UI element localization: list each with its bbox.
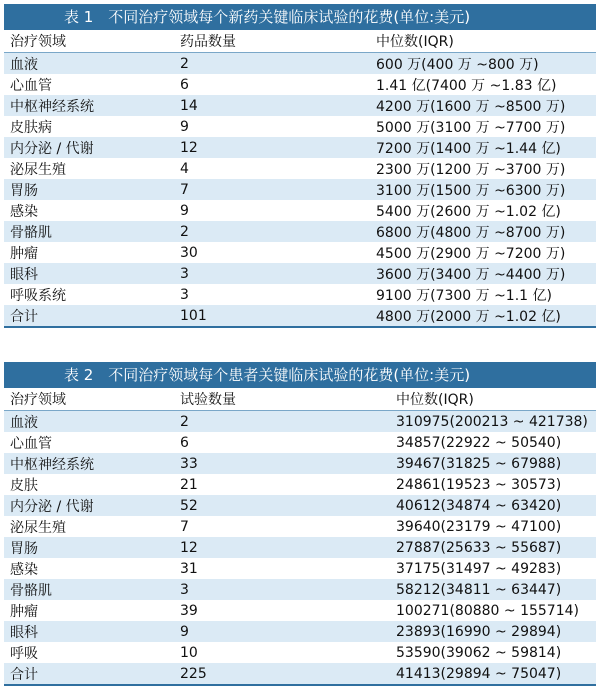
- cell-field: 内分泌 / 代谢: [10, 140, 94, 157]
- cell-field: 肿瘤: [10, 603, 38, 620]
- table-row: [4, 579, 596, 600]
- cell-count: 10: [180, 644, 198, 661]
- table-row: [4, 116, 596, 137]
- cell-median: 1.41 亿(7400 万 ~1.83 亿): [376, 77, 557, 94]
- header-median: 中位数(IQR): [376, 34, 454, 50]
- cell-count: 6: [180, 76, 189, 93]
- cell-count: 9: [180, 118, 189, 135]
- cell-count: 30: [180, 244, 198, 261]
- header-field: 治疗领域: [10, 392, 66, 408]
- table-row: [4, 558, 596, 579]
- cell-field: 胃肠: [10, 182, 38, 199]
- cell-count: 14: [180, 97, 198, 114]
- cell-field: 血液: [10, 56, 38, 73]
- table-1-header: [4, 30, 596, 53]
- cell-field: 肿瘤: [10, 245, 38, 262]
- cell-median: 23893(16990 ~ 29894): [396, 623, 562, 640]
- cell-median: 5000 万(3100 万 ~7700 万): [376, 119, 566, 136]
- table-row: [4, 53, 596, 74]
- table-row: [4, 537, 596, 558]
- cell-field: 皮肤: [10, 477, 38, 494]
- cell-count: 225: [180, 665, 207, 682]
- cell-count: 9: [180, 623, 189, 640]
- table-row: [4, 621, 596, 642]
- table-row: [4, 200, 596, 221]
- table-row: [4, 600, 596, 621]
- table-row: [4, 95, 596, 116]
- cell-field: 眼科: [10, 266, 38, 283]
- cell-median: 310975(200213 ~ 421738): [396, 413, 588, 430]
- cell-median: 34857(22922 ~ 50540): [396, 434, 562, 451]
- table-2-title: 表 2 不同治疗领域每个患者关键临床试验的花费(单位:美元): [4, 362, 596, 388]
- cell-field: 内分泌 / 代谢: [10, 498, 94, 515]
- table-1-body: [4, 53, 596, 326]
- cell-median: 4800 万(2000 万 ~1.02 亿): [376, 308, 561, 325]
- table-2-bottom-rule: [4, 684, 596, 686]
- cell-field: 呼吸: [10, 645, 38, 662]
- cell-count: 12: [180, 139, 198, 156]
- cell-field: 胃肠: [10, 540, 38, 557]
- cell-field: 合计: [10, 308, 38, 325]
- cell-field: 眼科: [10, 624, 38, 641]
- cell-median: 39467(31825 ~ 67988): [396, 455, 562, 472]
- table-row: [4, 137, 596, 158]
- cell-count: 2: [180, 223, 189, 240]
- cell-median: 2300 万(1200 万 ~3700 万): [376, 161, 566, 178]
- cell-field: 骨骼肌: [10, 224, 52, 241]
- cell-median: 5400 万(2600 万 ~1.02 亿): [376, 203, 561, 220]
- table-row: [4, 663, 596, 684]
- cell-count: 3: [180, 286, 189, 303]
- cell-field: 合计: [10, 666, 38, 683]
- cell-field: 泌尿生殖: [10, 161, 66, 178]
- cell-count: 33: [180, 455, 198, 472]
- cell-median: 6800 万(4800 万 ~8700 万): [376, 224, 566, 241]
- cell-count: 4: [180, 160, 189, 177]
- cell-count: 3: [180, 581, 189, 598]
- cell-field: 皮肤病: [10, 119, 52, 136]
- cell-field: 泌尿生殖: [10, 519, 66, 536]
- table-1-bottom-rule: [4, 326, 596, 328]
- cell-median: 4200 万(1600 万 ~8500 万): [376, 98, 566, 115]
- table-row: [4, 432, 596, 453]
- table-row: [4, 642, 596, 663]
- table-row: [4, 453, 596, 474]
- cell-count: 31: [180, 560, 198, 577]
- table-row: [4, 474, 596, 495]
- cell-field: 感染: [10, 561, 38, 578]
- cell-field: 心血管: [10, 435, 52, 452]
- table-row: [4, 158, 596, 179]
- cell-median: 4500 万(2900 万 ~7200 万): [376, 245, 566, 262]
- cell-median: 3100 万(1500 万 ~6300 万): [376, 182, 566, 199]
- header-count: 试验数量: [180, 392, 236, 408]
- table-2-header: [4, 388, 596, 411]
- cell-field: 中枢神经系统: [10, 456, 94, 473]
- cell-count: 52: [180, 497, 198, 514]
- cell-field: 感染: [10, 203, 38, 220]
- header-median: 中位数(IQR): [396, 392, 474, 408]
- table-row: [4, 411, 596, 432]
- cell-median: 7200 万(1400 万 ~1.44 亿): [376, 140, 561, 157]
- cell-field: 中枢神经系统: [10, 98, 94, 115]
- table-row: [4, 74, 596, 95]
- cell-median: 39640(23179 ~ 47100): [396, 518, 562, 535]
- cell-count: 21: [180, 476, 198, 493]
- table-row: [4, 263, 596, 284]
- cell-count: 7: [180, 518, 189, 535]
- cell-median: 58212(34811 ~ 63447): [396, 581, 562, 598]
- cell-count: 2: [180, 413, 189, 430]
- table-row: [4, 516, 596, 537]
- header-field: 治疗领域: [10, 34, 66, 50]
- cell-median: 37175(31497 ~ 49283): [396, 560, 562, 577]
- table-2: [4, 362, 596, 686]
- cell-median: 41413(29894 ~ 75047): [396, 665, 562, 682]
- table-row: [4, 221, 596, 242]
- table-1-title: 表 1 不同治疗领域每个新药关键临床试验的花费(单位:美元): [4, 4, 596, 30]
- table-2-body: [4, 411, 596, 684]
- cell-count: 101: [180, 307, 207, 324]
- cell-count: 6: [180, 434, 189, 451]
- cell-median: 27887(25633 ~ 55687): [396, 539, 562, 556]
- cell-median: 53590(39062 ~ 59814): [396, 644, 562, 661]
- table-row: [4, 179, 596, 200]
- table-row: [4, 305, 596, 326]
- cell-field: 呼吸系统: [10, 287, 66, 304]
- cell-count: 7: [180, 181, 189, 198]
- cell-median: 40612(34874 ~ 63420): [396, 497, 562, 514]
- table-row: [4, 495, 596, 516]
- cell-field: 心血管: [10, 77, 52, 94]
- cell-count: 2: [180, 55, 189, 72]
- cell-median: 9100 万(7300 万 ~1.1 亿): [376, 287, 552, 304]
- cell-median: 600 万(400 万 ~800 万): [376, 56, 539, 73]
- cell-field: 血液: [10, 414, 38, 431]
- cell-count: 39: [180, 602, 198, 619]
- table-row: [4, 284, 596, 305]
- table-1: [4, 4, 596, 328]
- cell-count: 12: [180, 539, 198, 556]
- cell-median: 24861(19523 ~ 30573): [396, 476, 562, 493]
- cell-count: 3: [180, 265, 189, 282]
- cell-field: 骨骼肌: [10, 582, 52, 599]
- cell-median: 100271(80880 ~ 155714): [396, 602, 579, 619]
- header-count: 药品数量: [180, 34, 236, 50]
- cell-median: 3600 万(3400 万 ~4400 万): [376, 266, 566, 283]
- table-row: [4, 242, 596, 263]
- cell-count: 9: [180, 202, 189, 219]
